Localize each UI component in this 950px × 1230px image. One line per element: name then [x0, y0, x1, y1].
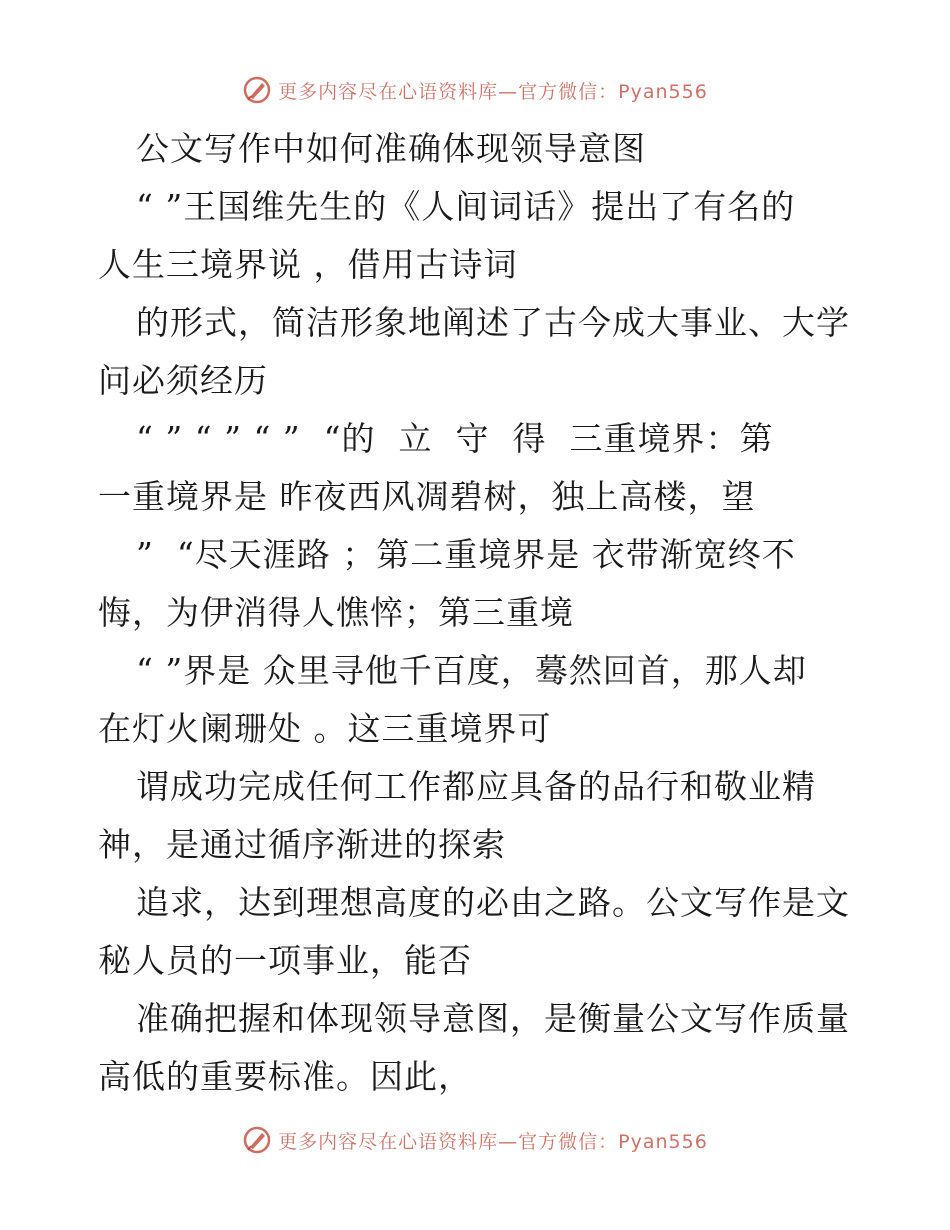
text-line: 追求，达到理想高度的必由之路。公文写作是文 [136, 883, 850, 922]
watermark-text: 更多内容尽在心语资料库—官方微信：Pyan556 [278, 1130, 708, 1153]
text-line: “ ”王国维先生的《人间词话》提出了有名的 [136, 187, 796, 226]
document-title: 公文写作中如何准确体现领导意图 [136, 129, 646, 168]
text-line: 准确把握和体现领导意图，是衡量公文写作质量 [136, 999, 850, 1038]
text-line: 问必须经历 [98, 361, 268, 400]
text-line: 秘人员的一项事业，能否 [98, 941, 472, 980]
header-watermark [0, 75, 950, 105]
quill-circle-icon [242, 1125, 272, 1155]
text-line: 一重境界是 昨夜西风凋碧树，独上高楼，望 [98, 477, 756, 516]
text-line: 高低的重要标准。因此， [98, 1057, 472, 1096]
watermark-text: 更多内容尽在心语资料库—官方微信：Pyan556 [278, 80, 708, 103]
text-line: ” “尽天涯路 ；第二重境界是 衣带渐宽终不 [136, 535, 796, 574]
quill-circle-icon [242, 75, 272, 105]
text-line: 的形式，简洁形象地阐述了古今成大事业、大学 [136, 303, 850, 342]
footer-watermark [0, 1125, 950, 1155]
text-line: 悔，为伊消得人憔悴；第三重境 [98, 593, 574, 632]
text-line: 人生三境界说 ，借用古诗词 [98, 245, 518, 284]
text-line: 在灯火阑珊处 。这三重境界可 [98, 709, 552, 748]
document-body [98, 120, 858, 1106]
text-line: 神，是通过循序渐进的探索 [98, 825, 506, 864]
text-line: “ ” “ ” “ ” “的 立 守 得 三重境界：第 [136, 419, 774, 458]
text-line: “ ”界是 众里寻他千百度，蓦然回首，那人却 [136, 651, 807, 690]
text-line: 谓成功完成任何工作都应具备的品行和敬业精 [136, 767, 816, 806]
